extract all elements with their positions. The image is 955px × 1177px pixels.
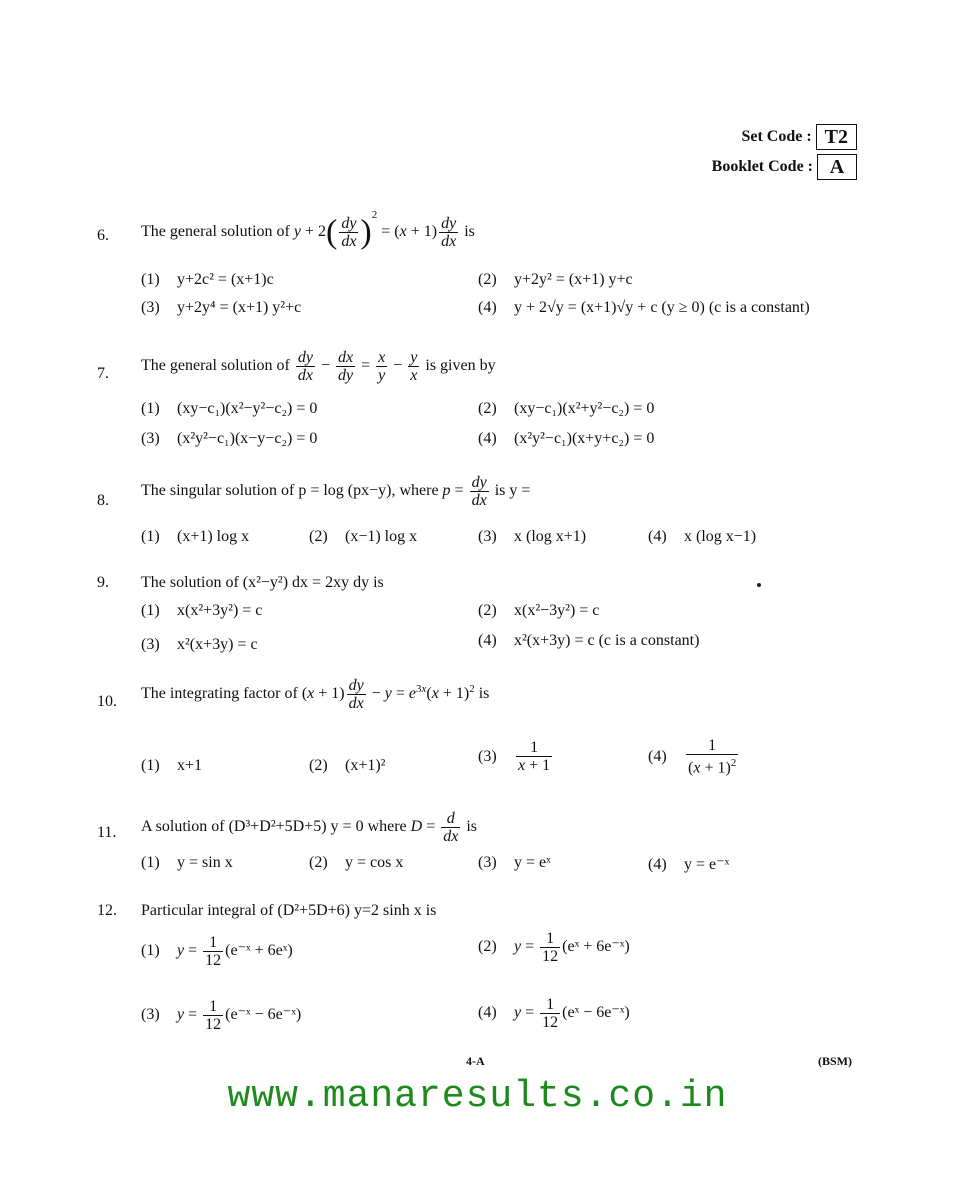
- option-2[interactable]: (2) y+2y² = (x+1) y+c: [478, 271, 633, 288]
- option-4[interactable]: (4) $\frac{1}{(x + 1)^2}$: [648, 737, 737, 777]
- stray-mark: [757, 583, 761, 587]
- question-text: Particular integral of (D²+5D+6) y=2 sinh x is: [141, 902, 437, 919]
- set-code-value: T2: [816, 124, 857, 150]
- booklet-code-row: [712, 152, 857, 182]
- option-1[interactable]: (1) y = sin x: [141, 854, 233, 871]
- option-1[interactable]: (1) x(x²+3y²) = c: [141, 602, 263, 619]
- question-number: 6.: [97, 227, 109, 244]
- question-number: 8.: [97, 492, 109, 509]
- option-2[interactable]: (2) (x+1)²: [309, 757, 386, 774]
- set-code-row: [712, 122, 857, 152]
- option-4[interactable]: (4) y = e⁻ˣ: [648, 856, 730, 873]
- option-3[interactable]: (3) (x²y²−c₁)(x−y−c₂) = 0: [141, 430, 318, 447]
- option-1[interactable]: (1) (xy−c₁)(x²−y²−c₂) = 0: [141, 400, 318, 417]
- option-2[interactable]: (2) y = $\frac{1}{12}$ (eˣ + 6e⁻ˣ): [478, 930, 630, 965]
- option-4[interactable]: (4) (x²y²−c₁)(x+y+c₂) = 0: [478, 430, 655, 447]
- option-1[interactable]: (1) y+2c² = (x+1)c: [141, 271, 274, 288]
- page-number: 4-A: [466, 1054, 485, 1068]
- question-text: The solution of (x²−y²) dx = 2xy dy is: [141, 574, 384, 591]
- option-3[interactable]: (3) y+2y⁴ = (x+1) y²+c: [141, 299, 302, 316]
- question-text: The integrating factor of (x + 1) $\frac{dy}{dx}$ − $y = e^{3x}(x + 1)^2$ is: [141, 677, 490, 712]
- option-4[interactable]: (4) x (log x−1): [648, 528, 757, 545]
- question-text: The general solution of y + 2( $\frac{dy}{dx}$ )$^2$ = (x + 1) $\frac{dy}{dx}$ is: [141, 209, 475, 251]
- option-1[interactable]: (1) (x+1) log x: [141, 528, 250, 545]
- website-watermark: www.manaresults.co.in: [227, 1075, 728, 1118]
- option-3[interactable]: (3) $\frac{1}{x + 1}$: [478, 739, 551, 774]
- exam-codes: [712, 122, 857, 182]
- question-number: 7.: [97, 365, 109, 382]
- option-4[interactable]: (4) y = $\frac{1}{12}$ (eˣ − 6e⁻ˣ): [478, 996, 630, 1031]
- option-3[interactable]: (3) y = $\frac{1}{12}$ (e⁻ˣ − 6e⁻ˣ): [141, 998, 302, 1033]
- question-number: 11.: [97, 824, 117, 841]
- question-text: The general solution of $\frac{dy}{dx}$ − $\frac{dx}{dy}$ = $\frac{x}{y}$ − $\frac{y}{x}$ is given by: [141, 349, 496, 384]
- option-2[interactable]: (2) (xy−c₁)(x²+y²−c₂) = 0: [478, 400, 655, 417]
- question-number: 12.: [97, 902, 117, 919]
- option-2[interactable]: (2) y = cos x: [309, 854, 404, 871]
- booklet-code-label: Booklet Code :: [711, 158, 813, 175]
- fraction-1-over-x-plus-1-squared: $\frac{1}{(x + 1)^2}$: [688, 737, 737, 777]
- question-number: 9.: [97, 574, 109, 591]
- question-text: A solution of (D³+D²+5D+5) y = 0 where D = $\frac{d}{dx}$ is: [141, 810, 478, 845]
- option-4[interactable]: (4) y + 2√y = (x+1)√y + c (y ≥ 0) (c is a constant): [478, 299, 810, 316]
- set-code-label: Set Code :: [741, 128, 812, 145]
- booklet-code-value: A: [817, 154, 857, 180]
- option-2[interactable]: (2) (x−1) log x: [309, 528, 418, 545]
- question-number: 10.: [97, 693, 117, 710]
- option-3[interactable]: (3) x²(x+3y) = c: [141, 636, 258, 653]
- question-text: The singular solution of p = log (px−y), where p = $\frac{dy}{dx}$ is y =: [141, 474, 531, 509]
- fraction-1-over-x-plus-1: $\frac{1}{x + 1}$: [518, 739, 551, 774]
- option-1[interactable]: (1) y = $\frac{1}{12}$ (e⁻ˣ + 6eˣ): [141, 934, 293, 969]
- option-2[interactable]: (2) x(x²−3y²) = c: [478, 602, 600, 619]
- booklet-series-code: (BSM): [818, 1054, 852, 1068]
- option-1[interactable]: (1) x+1: [141, 757, 203, 774]
- option-4[interactable]: (4) x²(x+3y) = c (c is a constant): [478, 632, 700, 649]
- option-3[interactable]: (3) x (log x+1): [478, 528, 587, 545]
- option-3[interactable]: (3) y = eˣ: [478, 854, 551, 871]
